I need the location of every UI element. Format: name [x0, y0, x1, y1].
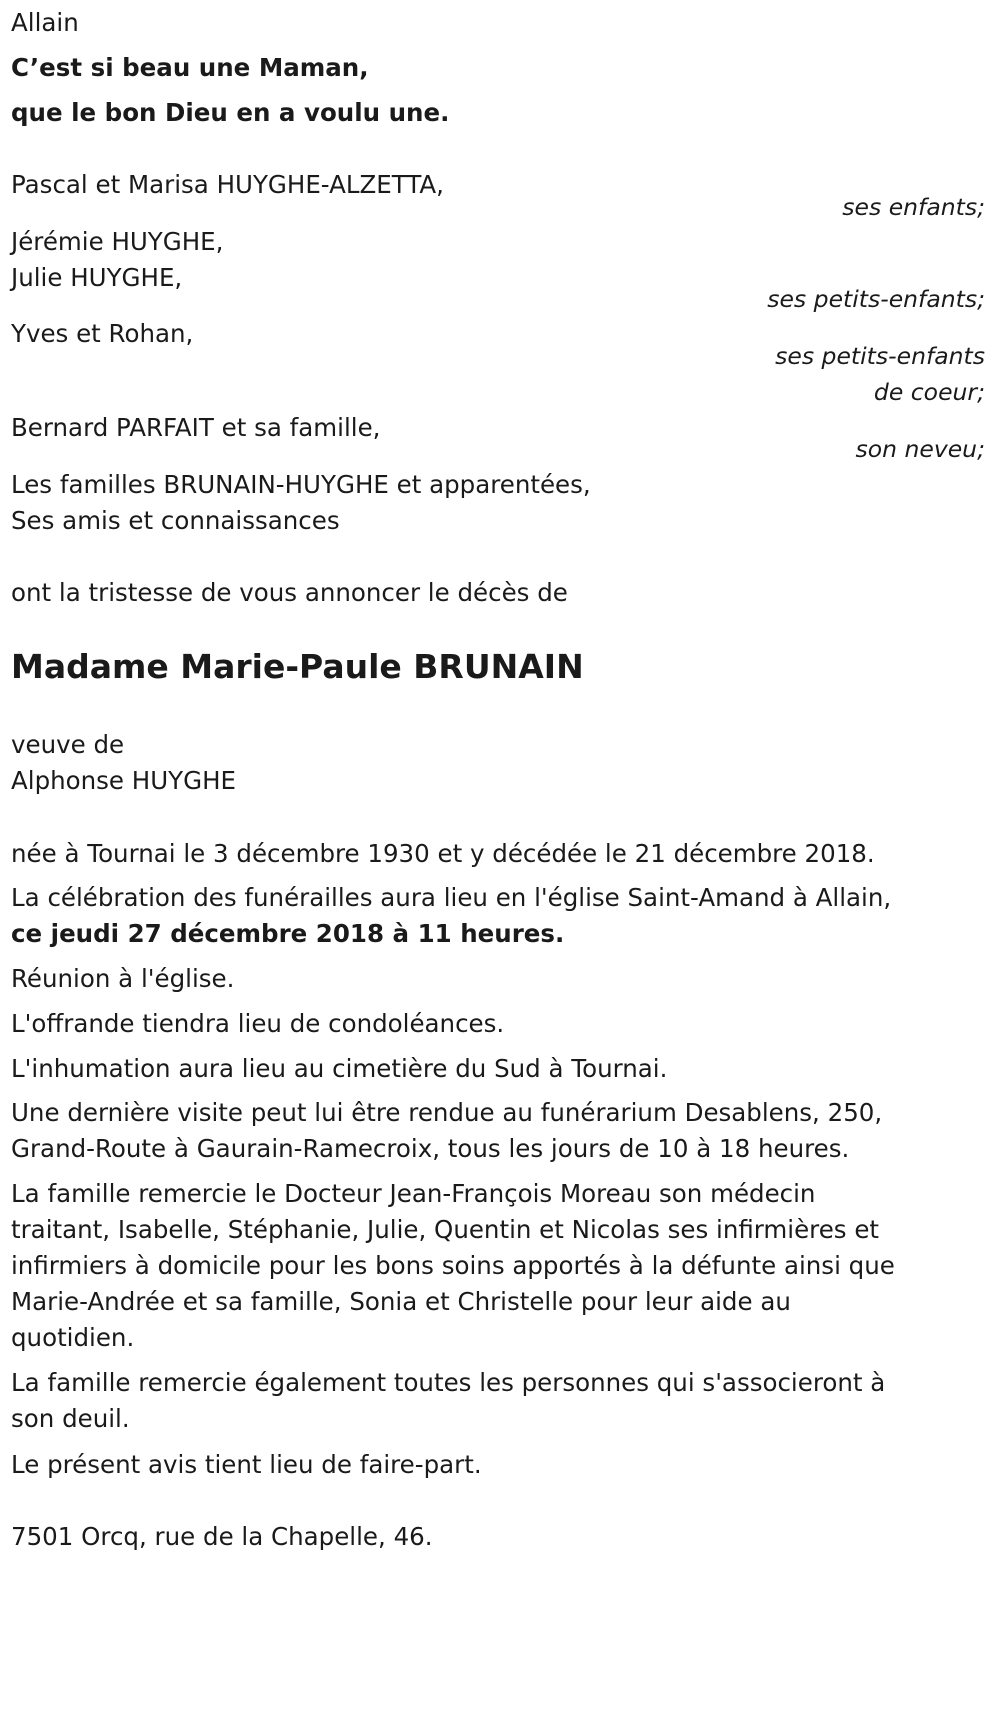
verse-line-2: que le bon Dieu en a voulu une. — [11, 98, 450, 127]
thanks-line-5: quotidien. — [11, 1323, 135, 1352]
heart-grandchildren-role-2: de coeur; — [873, 378, 985, 406]
locality: Allain — [11, 8, 79, 37]
grandchild-2: Julie HUYGHE, — [11, 263, 183, 292]
children-names: Pascal et Marisa HUYGHE-ALZETTA, — [11, 170, 444, 199]
nephew-name: Bernard PARFAIT et sa famille, — [11, 413, 381, 442]
thanks-all-line-1: La famille remercie également toutes les personnes qui s'associeront à — [11, 1368, 886, 1397]
deceased-name: Madame Marie-Paule BRUNAIN — [11, 647, 584, 686]
children-role: ses enfants; — [842, 193, 985, 221]
address: 7501 Orcq, rue de la Chapelle, 46. — [11, 1522, 433, 1551]
thanks-line-2: traitant, Isabelle, Stéphanie, Julie, Quentin et Nicolas ses infirmières et — [11, 1215, 880, 1244]
nephew-role: son neveu; — [855, 435, 985, 463]
verse-line-1: C’est si beau une Maman, — [11, 53, 369, 82]
other-families: Les familles BRUNAIN-HUYGHE et apparentées, — [11, 470, 591, 499]
funeral-date: ce jeudi 27 décembre 2018 à 11 heures. — [11, 919, 565, 948]
grandchildren-role: ses petits-enfants; — [767, 285, 985, 313]
meeting: Réunion à l'église. — [11, 964, 235, 993]
visit-line-1: Une dernière visite peut lui être rendue au funérarium Desablens, 250, — [11, 1098, 883, 1127]
widow-of-label: veuve de — [11, 730, 125, 759]
thanks-all-line-2: son deuil. — [11, 1404, 130, 1433]
visit-line-2: Grand-Route à Gaurain-Ramecroix, tous les jours de 10 à 18 heures. — [11, 1134, 850, 1163]
funeral-line-1: La célébration des funérailles aura lieu en l'église Saint-Amand à Allain, — [11, 883, 892, 912]
spouse-name: Alphonse HUYGHE — [11, 766, 236, 795]
grandchild-1: Jérémie HUYGHE, — [11, 227, 224, 256]
thanks-line-3: infirmiers à domicile pour les bons soins apportés à la défunte ainsi que — [11, 1251, 895, 1280]
heart-grandchildren-names: Yves et Rohan, — [11, 319, 194, 348]
friends-acquaintances: Ses amis et connaissances — [11, 506, 340, 535]
announcement: ont la tristesse de vous annoncer le décès de — [11, 578, 568, 607]
offering: L'offrande tiendra lieu de condoléances. — [11, 1009, 505, 1038]
thanks-line-4: Marie-Andrée et sa famille, Sonia et Christelle pour leur aide au — [11, 1287, 791, 1316]
burial: L'inhumation aura lieu au cimetière du Sud à Tournai. — [11, 1054, 668, 1083]
heart-grandchildren-role-1: ses petits-enfants — [775, 342, 985, 370]
birth-death: née à Tournai le 3 décembre 1930 et y décédée le 21 décembre 2018. — [11, 839, 875, 868]
notice: Le présent avis tient lieu de faire-part. — [11, 1450, 482, 1479]
thanks-line-1: La famille remercie le Docteur Jean-François Moreau son médecin — [11, 1179, 816, 1208]
